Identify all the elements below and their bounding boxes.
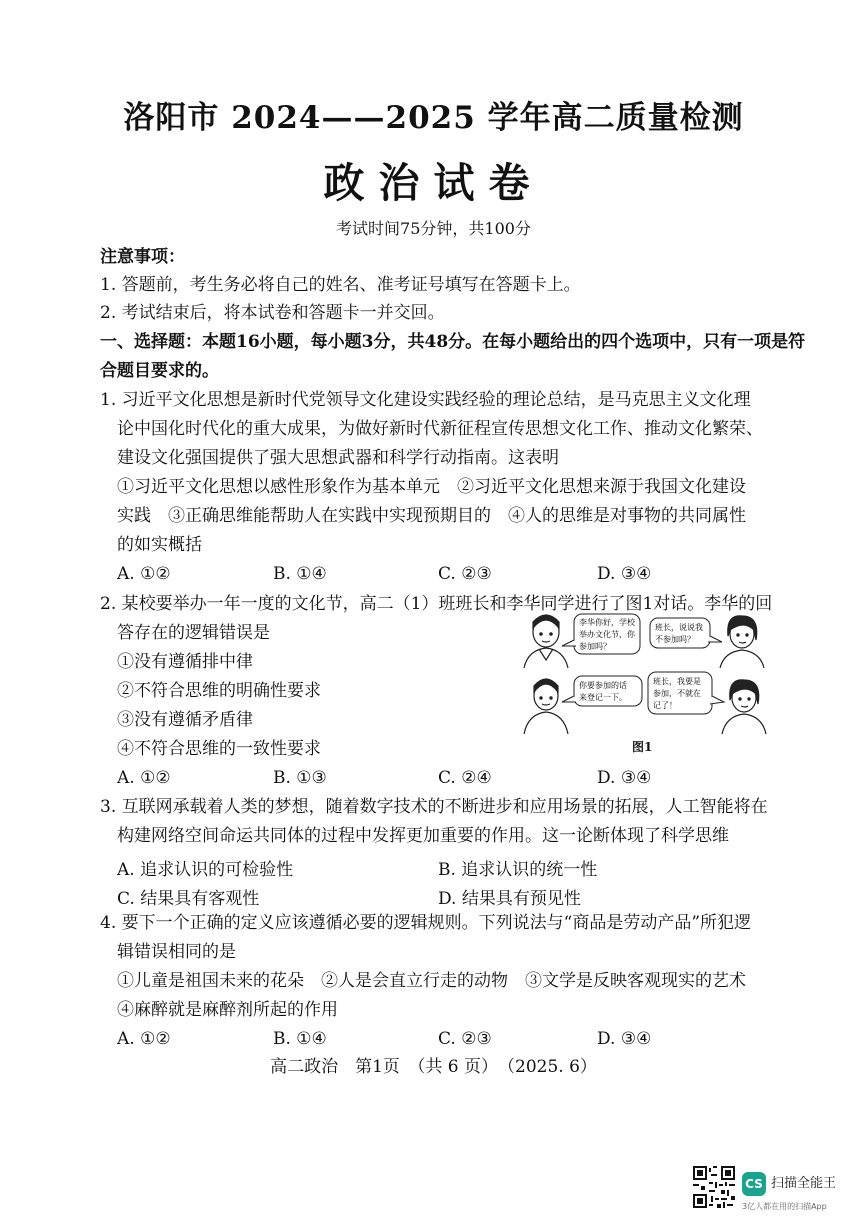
speech-bubble-2 bbox=[650, 618, 722, 648]
question-3-option-b: B. 追求认识的统一性 bbox=[438, 860, 598, 880]
question-2-option-d: D. ③④ bbox=[597, 768, 652, 788]
lihua-avatar-top bbox=[720, 616, 764, 668]
question-4-text: 4. 要下一个正确的定义应该遵循必要的逻辑规则。下列说法与“商品是劳动产品”所犯逻 bbox=[100, 913, 752, 933]
exam-time-info: 考试时间75分钟，共100分 bbox=[336, 219, 531, 238]
question-2-statement: ②不符合思维的明确性要求 bbox=[117, 681, 321, 701]
question-2-text: 答存在的逻辑错误是 bbox=[117, 623, 270, 643]
bubble-1-line: 李华你好，学校 bbox=[579, 618, 635, 627]
bubble-1-line: 参加吗？ bbox=[579, 642, 611, 651]
bubble-3-line: 你要参加的话 bbox=[579, 681, 627, 690]
speech-bubble-4 bbox=[648, 672, 724, 714]
question-2-statement: ④不符合思维的一致性要求 bbox=[117, 739, 321, 759]
question-2-statement: ①没有遵循排中律 bbox=[117, 652, 253, 672]
question-1-option-c: C. ②③ bbox=[438, 564, 492, 584]
question-1-statement: 实践 ③正确思维能帮助人在实践中实现预期目的 ④人的思维是对事物的共同属性 bbox=[117, 506, 746, 526]
question-4-text: 辑错误相同的是 bbox=[117, 942, 236, 962]
notice-item: 2. 考试结束后，将本试卷和答题卡一并交回。 bbox=[100, 303, 445, 323]
question-1-option-a: A. ①② bbox=[117, 564, 171, 584]
question-1-text: 论中国化时代化的重大成果，为做好新时代新征程宣传思想文化工作、推动文化繁荣、 bbox=[117, 419, 763, 439]
bubble-2-line: 不参加吗？ bbox=[655, 635, 695, 644]
question-2-text: 2. 某校要举办一年一度的文化节，高二（1）班班长和李华同学进行了图1对话。李华的回 bbox=[100, 594, 773, 614]
dialogue-figure bbox=[516, 610, 772, 736]
question-1-statement: 的如实概括 bbox=[117, 535, 202, 555]
bubble-1-line: 举办文化节，你 bbox=[579, 630, 635, 639]
question-4-option-d: D. ③④ bbox=[597, 1029, 652, 1049]
question-2-option-c: C. ②④ bbox=[438, 768, 492, 788]
question-1-text: 建设文化强国提供了强大思想武器和科学行动指南。这表明 bbox=[117, 448, 559, 468]
bubble-4-line: 班长，我要是 bbox=[653, 677, 701, 686]
question-2-option-b: B. ①③ bbox=[273, 768, 327, 788]
question-1-option-d: D. ③④ bbox=[597, 564, 652, 584]
monitor-avatar-top bbox=[524, 615, 568, 668]
section-instructions: 合题目要求的。 bbox=[100, 361, 219, 381]
question-3-option-d: D. 结果具有预见性 bbox=[438, 889, 581, 909]
camscanner-name: 扫描全能王 bbox=[771, 1176, 837, 1191]
bubble-2-line: 班长，说说我 bbox=[655, 623, 703, 632]
question-3-option-a: A. 追求认识的可检验性 bbox=[117, 860, 294, 880]
speech-bubble-1 bbox=[562, 614, 640, 654]
exam-subject-title: 政治试卷 bbox=[323, 159, 544, 207]
question-4-statement: ①儿童是祖国未来的花朵 ②人是会直立行走的动物 ③文学是反映客观现实的艺术 bbox=[117, 971, 746, 991]
question-3-option-c: C. 结果具有客观性 bbox=[117, 889, 260, 909]
question-3-text: 3. 互联网承载着人类的梦想，随着数字技术的不断进步和应用场景的拓展，人工智能将在 bbox=[100, 797, 768, 817]
section-instructions: 一、选择题：本题16小题，每小题3分，共48分。在每小题给出的四个选项中，只有一项是符 bbox=[100, 332, 806, 352]
lihua-avatar-bottom bbox=[722, 680, 766, 734]
question-1-option-b: B. ①④ bbox=[273, 564, 327, 584]
exam-title: 洛阳市 2024——2025 学年高二质量检测 bbox=[123, 100, 744, 136]
question-4-statement: ④麻醉就是麻醉剂所起的作用 bbox=[117, 1000, 338, 1020]
question-1-text: 1. 习近平文化思想是新时代党领导文化建设实践经验的理论总结，是马克思主义文化理 bbox=[100, 390, 751, 410]
notice-item: 1. 答题前，考生务必将自己的姓名、准考证号填写在答题卡上。 bbox=[100, 275, 581, 295]
question-4-option-a: A. ①② bbox=[117, 1029, 171, 1049]
qr-code-icon bbox=[693, 1166, 735, 1208]
notice-heading: 注意事项： bbox=[100, 247, 185, 267]
monitor-avatar-bottom bbox=[524, 679, 568, 734]
camscanner-tagline: 3亿人都在用的扫描App bbox=[742, 1202, 827, 1211]
question-2-option-a: A. ①② bbox=[117, 768, 171, 788]
bubble-4-line: 记了！ bbox=[653, 701, 677, 710]
camscanner-logo-icon: CS bbox=[742, 1172, 766, 1196]
figure-caption: 图1 bbox=[632, 740, 653, 754]
question-4-option-b: B. ①④ bbox=[273, 1029, 327, 1049]
question-4-option-c: C. ②③ bbox=[438, 1029, 492, 1049]
question-2-statement: ③没有遵循矛盾律 bbox=[117, 710, 253, 730]
bubble-3-line: 来登记一下。 bbox=[579, 693, 627, 702]
speech-bubble-3 bbox=[562, 676, 642, 706]
bubble-4-line: 参加，不就在 bbox=[653, 689, 701, 698]
question-1-statement: ①习近平文化思想以感性形象作为基本单元 ②习近平文化思想来源于我国文化建设 bbox=[117, 477, 746, 497]
question-3-text: 构建网络空间命运共同体的过程中发挥更加重要的作用。这一论断体现了科学思维 bbox=[117, 826, 729, 846]
page-footer: 高二政治 第1页 （共 6 页） （2025. 6） bbox=[270, 1057, 597, 1077]
